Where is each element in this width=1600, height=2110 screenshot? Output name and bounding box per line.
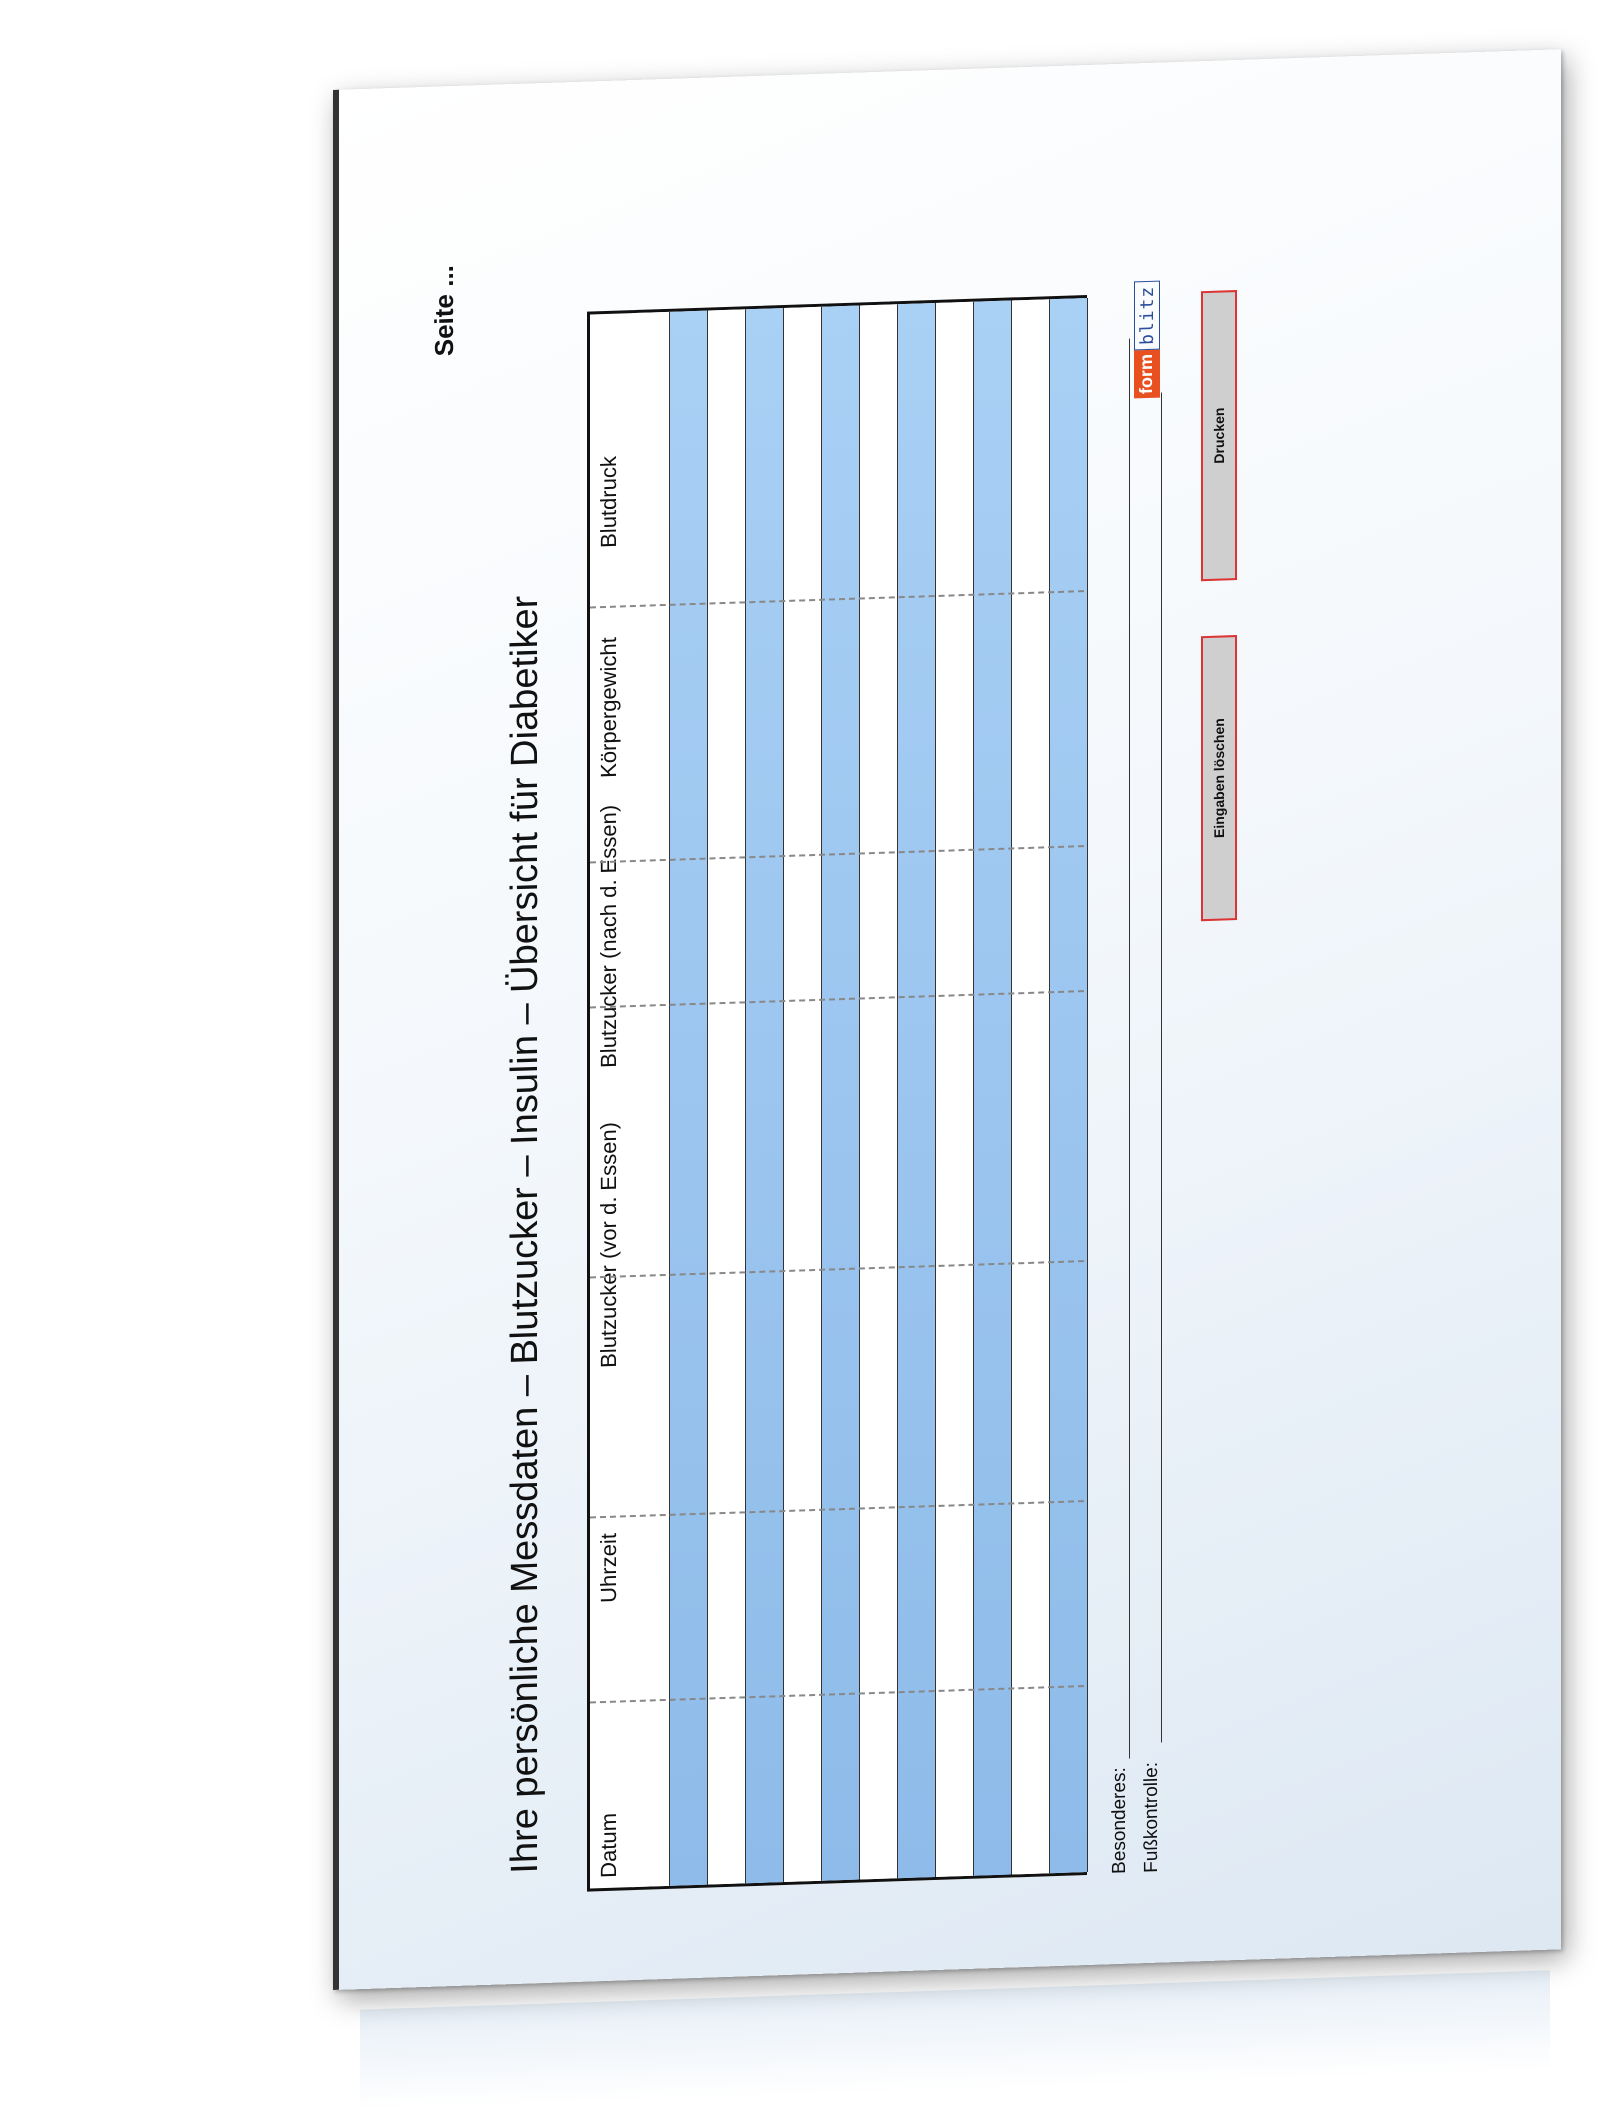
table-row[interactable] [936, 302, 974, 1877]
column-header-sugar-after: Blutzucker (nach d. Essen) [596, 804, 621, 1069]
table-row[interactable] [860, 304, 898, 1879]
page-label: Seite ... [429, 264, 459, 357]
table-row[interactable] [822, 306, 860, 1881]
foot-check-label: Fußkontrolle: [1141, 1761, 1162, 1874]
logo-part-form: form [1134, 350, 1160, 399]
table-row[interactable] [670, 311, 708, 1886]
clear-inputs-button[interactable]: Eingaben löschen [1201, 635, 1237, 921]
table-row[interactable] [784, 307, 822, 1882]
special-input-line[interactable] [1129, 339, 1130, 1759]
column-header-date: Datum [596, 1812, 621, 1879]
table-row[interactable] [898, 303, 936, 1878]
table-row[interactable] [746, 308, 784, 1883]
table-row[interactable] [1012, 299, 1050, 1874]
document-sheet [333, 49, 1561, 1990]
document-content [339, 49, 1561, 1990]
sheet-reflection [360, 1970, 1550, 2109]
column-header-blood-pressure: Blutdruck [596, 455, 621, 549]
table-header [590, 313, 633, 1888]
table-row[interactable] [632, 312, 670, 1887]
formblitz-logo [1134, 280, 1160, 398]
logo-part-blitz: blitz [1134, 280, 1160, 350]
document-title: Ihre persönliche Messdaten – Blutzucker – Insulin – Übersicht für Diabetiker [504, 595, 546, 1875]
column-header-sugar-before: Blutzucker (vor d. Essen) [596, 1121, 621, 1369]
table-row[interactable] [708, 309, 746, 1884]
column-header-weight: Körpergewicht [596, 636, 621, 779]
measurement-table [587, 295, 1087, 1892]
print-button[interactable]: Drucken [1201, 290, 1237, 581]
column-header-time: Uhrzeit [596, 1532, 621, 1604]
special-label: Besonderes: [1109, 1766, 1130, 1875]
table-row[interactable] [974, 300, 1012, 1875]
foot-check-input-line[interactable] [1161, 392, 1162, 1742]
table-row[interactable] [1050, 298, 1088, 1873]
